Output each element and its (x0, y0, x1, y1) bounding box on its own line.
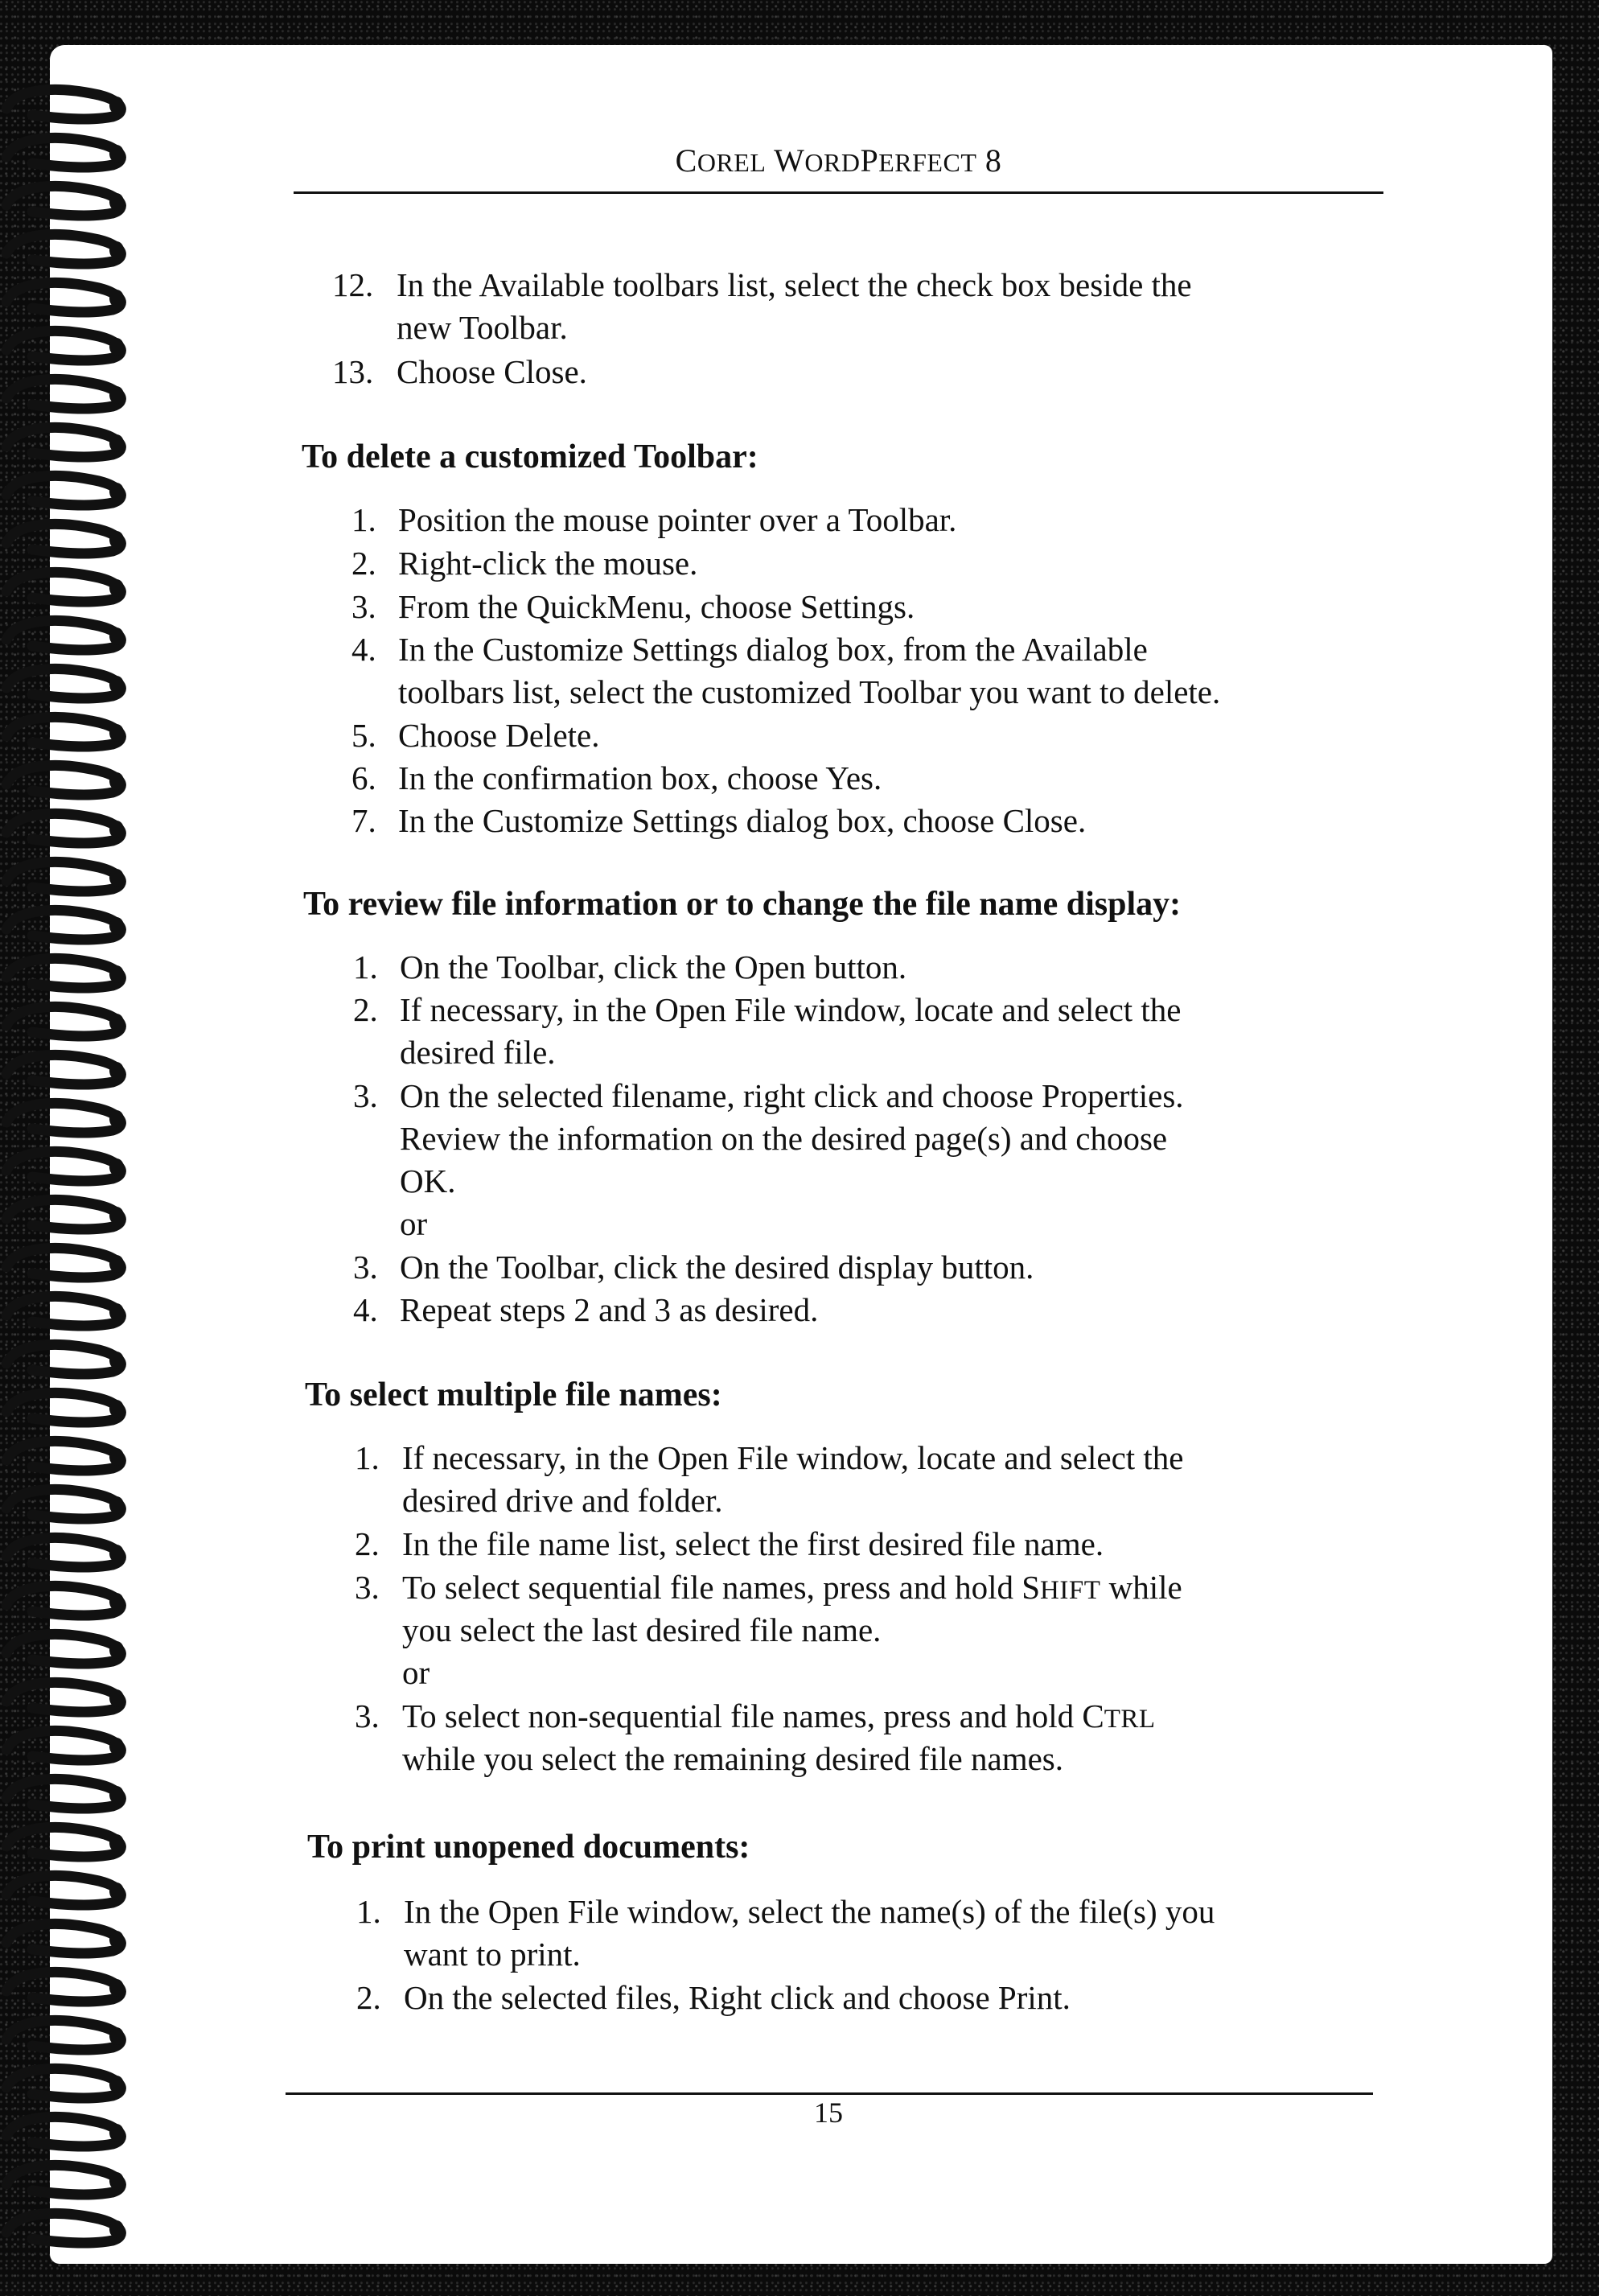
step-number: 3. (355, 1569, 380, 1606)
step-text: or (400, 1205, 428, 1242)
step-text: In the file name list, select the first desired file name. (402, 1525, 1104, 1562)
step-text: desired file. (400, 1034, 556, 1071)
step-number: 2. (356, 1979, 381, 2016)
step-text: On the selected filename, right click and choose Properties. (400, 1077, 1184, 1114)
step-number: 3. (355, 1697, 380, 1734)
step-number: 7. (351, 802, 376, 839)
step-text: you select the last desired file name. (402, 1611, 882, 1648)
step-number: 5. (351, 717, 376, 754)
step-number: 1. (356, 1893, 381, 1930)
step-text: In the Available toolbars list, select the check box beside the (397, 266, 1192, 303)
step-text: From the QuickMenu, choose Settings. (398, 588, 915, 625)
step-text: To select sequential file names, press and hold SHIFT while (402, 1569, 1182, 1606)
header-title: COREL WORDPERFECT 8 (675, 142, 1002, 179)
step-text: If necessary, in the Open File window, locate and select the (400, 991, 1182, 1028)
step-number: 12. (332, 266, 374, 303)
step-text: Repeat steps 2 and 3 as desired. (400, 1291, 819, 1328)
step-text: On the selected files, Right click and choose Print. (404, 1979, 1071, 2016)
key-ctrl: CTRL (1082, 1697, 1156, 1734)
step-text: desired drive and folder. (402, 1482, 723, 1519)
step-number: 3. (351, 588, 376, 625)
section-heading: To delete a customized Toolbar: (302, 438, 758, 475)
step-number: 4. (353, 1291, 378, 1328)
step-text: while you select the remaining desired file names. (402, 1740, 1064, 1777)
step-number: 2. (351, 545, 376, 582)
step-text: or (402, 1654, 430, 1691)
step-text: OK. (400, 1162, 456, 1199)
section-heading: To select multiple file names: (305, 1376, 722, 1413)
step-text: Right-click the mouse. (398, 545, 698, 582)
step-text: On the Toolbar, click the desired display button. (400, 1249, 1034, 1286)
step-number: 2. (355, 1525, 380, 1562)
step-text: Choose Close. (397, 353, 587, 390)
section-heading: To print unopened documents: (307, 1829, 750, 1866)
page-number: 15 (814, 2096, 843, 2129)
section-heading: To review file information or to change the file name display: (303, 886, 1182, 923)
step-number: 13. (332, 353, 374, 390)
step-text: In the Customize Settings dialog box, from the Available (398, 631, 1148, 668)
step-number: 1. (351, 501, 376, 538)
step-number: 1. (353, 948, 378, 985)
step-number: 3. (353, 1249, 378, 1286)
step-text: want to print. (404, 1936, 581, 1973)
step-number: 6. (351, 759, 376, 796)
step-text: Review the information on the desired page(s) and choose (400, 1120, 1168, 1157)
step-number: 1. (355, 1439, 380, 1476)
step-text: If necessary, in the Open File window, locate and select the (402, 1439, 1184, 1476)
step-text: new Toolbar. (397, 309, 568, 346)
key-shift: SHIFT (1021, 1569, 1101, 1606)
step-number: 3. (353, 1077, 378, 1114)
step-text: Position the mouse pointer over a Toolbar. (398, 501, 957, 538)
step-text: In the Customize Settings dialog box, choose Close. (398, 802, 1087, 839)
step-text: toolbars list, select the customized Toolbar you want to delete. (398, 673, 1221, 710)
step-text: To select non-sequential file names, press and hold CTRL (402, 1697, 1156, 1734)
step-number: 2. (353, 991, 378, 1028)
step-number: 4. (351, 631, 376, 668)
footer-rule (286, 2092, 1373, 2095)
step-text: Choose Delete. (398, 717, 600, 754)
step-text: In the confirmation box, choose Yes. (398, 759, 882, 796)
step-text: In the Open File window, select the name(s) of the file(s) you (404, 1893, 1215, 1930)
step-text: On the Toolbar, click the Open button. (400, 948, 907, 985)
